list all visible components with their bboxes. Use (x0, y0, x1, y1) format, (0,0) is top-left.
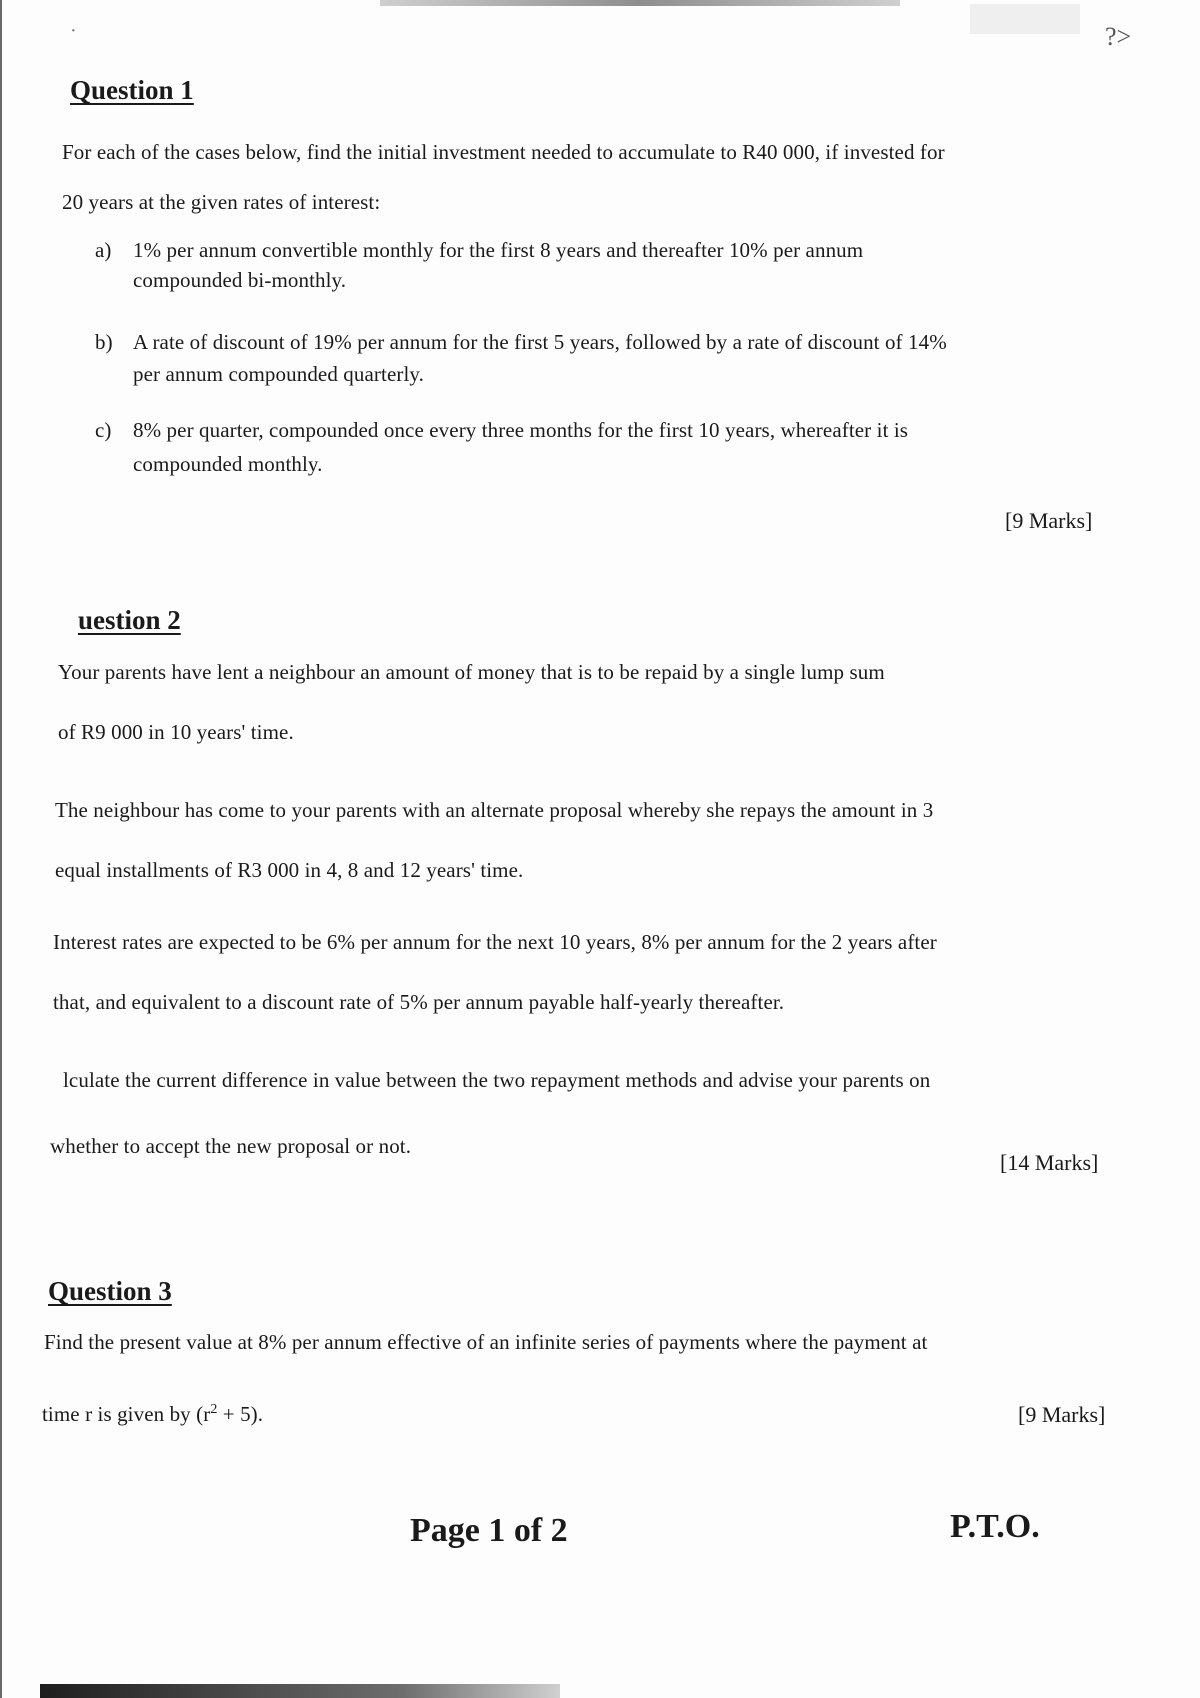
scan-speck: · (70, 20, 77, 42)
part-text: 8% per quarter, compounded once every three months for the first 10 years, whereafter it is (133, 418, 909, 442)
part-label: a) (95, 238, 112, 262)
question-1-marks: [9 Marks] (1005, 508, 1093, 533)
question-3-marks: [9 Marks] (1018, 1402, 1106, 1427)
question-2-paragraph-8: whether to accept the new proposal or not. (50, 1134, 412, 1158)
part-text: A rate of discount of 19% per annum for the first 5 years, followed by a rate of discount of 14% (133, 330, 947, 354)
question-1-part-b-line-2: per annum compounded quarterly. (133, 362, 424, 386)
question-1-part-c-line-1 (95, 418, 908, 443)
part-text: 1% per annum convertible monthly for the first 8 years and thereafter 10% per annum (133, 238, 864, 262)
please-turn-over: P.T.O. (950, 1508, 1040, 1545)
question-1-part-c-line-2: compounded monthly. (133, 452, 323, 476)
question-3-formula-text: time r is given by (r (42, 1402, 211, 1426)
question-3-paragraph-2 (42, 1402, 263, 1427)
question-2-paragraph-2: of R9 000 in 10 years' time. (58, 720, 294, 744)
question-3-paragraph-1: Find the present value at 8% per annum effective of an infinite series of payments where the payment at (44, 1330, 928, 1354)
question-3-title: Question 3 (48, 1276, 172, 1306)
question-1-part-b-line-1 (95, 330, 947, 355)
question-1-title: Question 1 (70, 75, 194, 105)
question-2-paragraph-5: Interest rates are expected to be 6% per annum for the next 10 years, 8% per annum for the 2 years after (53, 930, 937, 954)
question-1-part-a-line-2: compounded bi-monthly. (133, 268, 347, 292)
page-number: Page 1 of 2 (410, 1512, 568, 1549)
question-3-exponent: 2 (210, 1402, 218, 1417)
question-1-intro-line-1: For each of the cases below, find the initial investment needed to accumulate to R40 000, if invested for (62, 140, 945, 164)
question-1-intro-line-2: 20 years at the given rates of interest: (62, 190, 381, 214)
part-label: b) (95, 330, 113, 354)
question-3-formula-tail: + 5). (217, 1402, 264, 1426)
scan-top-right-patch (970, 4, 1080, 34)
question-2-title: uestion 2 (78, 605, 181, 635)
question-1-part-a-line-1 (95, 238, 863, 263)
question-2-marks: [14 Marks] (1000, 1150, 1099, 1175)
question-2-paragraph-4: equal installments of R3 000 in 4, 8 and 12 years' time. (55, 858, 524, 882)
margin-mark: ?> (1105, 22, 1132, 51)
question-2-paragraph-7: lculate the current difference in value between the two repayment methods and advise your parents on (63, 1068, 931, 1092)
scan-left-edge (0, 0, 2, 1698)
part-label: c) (95, 418, 112, 442)
scan-top-strip (380, 0, 900, 6)
question-2-paragraph-3: The neighbour has come to your parents with an alternate proposal whereby she repays the amount in 3 (55, 798, 934, 822)
scan-bottom-strip (40, 1684, 560, 1698)
question-2-paragraph-6: that, and equivalent to a discount rate of 5% per annum payable half-yearly thereafter. (53, 990, 785, 1014)
question-2-paragraph-1: Your parents have lent a neighbour an amount of money that is to be repaid by a single lump sum (58, 660, 885, 684)
